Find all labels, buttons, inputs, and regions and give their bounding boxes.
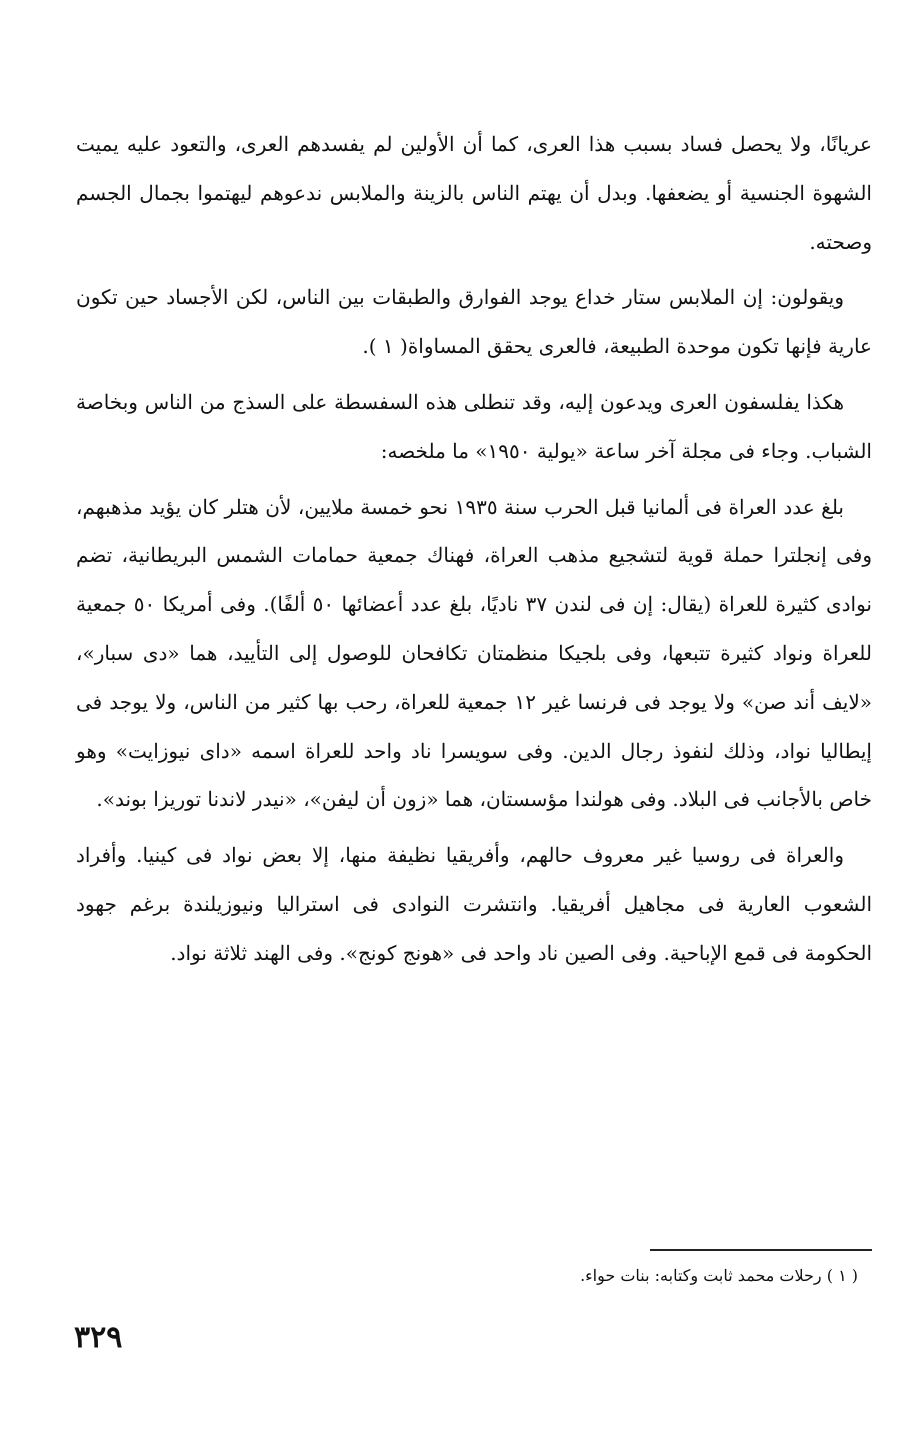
paragraph-2 — [76, 273, 872, 371]
paragraph-1: عريانًا، ولا يحصل فساد بسبب هذا العرى، كما أن الأولين لم يفسدهم العرى، والتعود عليه يميت الشهوة الجنسية أو يضعفها. وبدل أن يهتم الناس بالزينة والملابس ندعوهم ليهتموا بجمال الجسم وصحته. — [76, 132, 872, 254]
footnote-divider — [650, 1249, 872, 1251]
paragraph-2-text: ويقولون: إن الملابس ستار خداع يوجد الفوارق والطبقات بين الناس، لكن الأجساد حين تكون عارية فإنها تكون موحدة الطبيعة، فالعرى يحقق المساواة — [76, 285, 872, 359]
footnote: ( ١ ) رحلات محمد ثابت وكتابه: بنات حواء. — [580, 1266, 858, 1285]
paragraph-4: بلغ عدد العراة فى ألمانيا قبل الحرب سنة ١٩٣٥ نحو خمسة ملايين، لأن هتلر كان يؤيد مذهبهم، وفى إنجلترا حملة قوية لتشجيع مذهب العراة، فهناك جمعية حمامات الشمس البريطانية، تضم نوادى كثيرة للعراة (يقال: إن فى لندن ٣٧ ناديًا، بلغ عدد أعضائها ٥٠ ألفًا). وفى أمريكا ٥٠ جمعية للعراة ونواد كثيرة تتبعها، وفى بلجيكا منظمتان تكافحان للوصول إلى التأييد، هما «دى سبار»، «لايف أند صن» ولا يوجد فى فرنسا غير ١٢ جمعية للعراة، رحب بها كثير من الناس، ولا يوجد فى إيطاليا نواد، وذلك لنفوذ رجال الدين. وفى سويسرا ناد واحد للعراة اسمه «داى نيوزايت» وهو خاص بالأجانب فى البلاد. وفى هولندا مؤسستان، هما «زون أن ليفن»، «نيدر لاندنا توريزا بوند». — [76, 494, 872, 812]
body-text — [76, 120, 872, 978]
paragraph-5: والعراة فى روسيا غير معروف حالهم، وأفريقيا نظيفة منها، إلا بعض نواد فى كينيا. وأفراد الشعوب العارية فى مجاهيل أفريقيا. وانتشرت النوادى فى استراليا ونيوزيلندة برغم جهود الحكومة فى قمع الإباحية. وفى الصين ناد واحد فى «هونج كونج». وفى الهند ثلاثة نواد. — [76, 843, 872, 965]
paragraph-3: هكذا يفلسفون العرى ويدعون إليه، وقد تنطلى هذه السفسطة على السذج من الناس وبخاصة الشباب. وجاء فى مجلة آخر ساعة «يولية ١٩٥٠» ما ملخصه: — [76, 389, 872, 463]
footnote-reference: ( ١ ). — [362, 334, 408, 359]
page-number: ٣٢٩ — [74, 1320, 123, 1355]
